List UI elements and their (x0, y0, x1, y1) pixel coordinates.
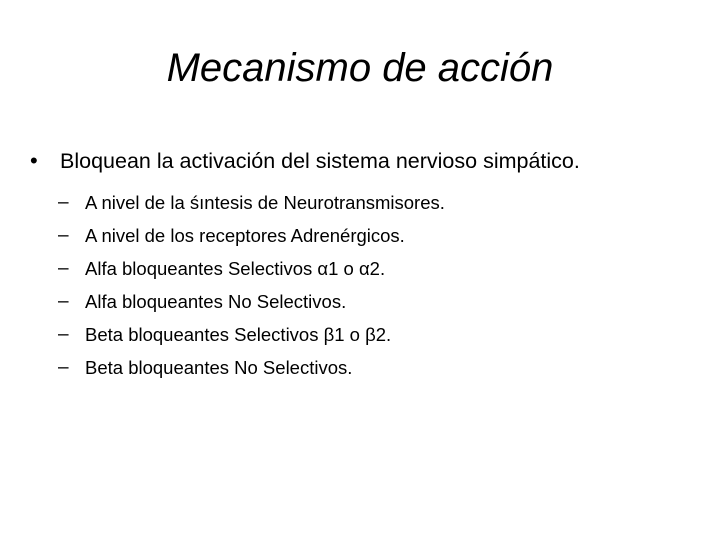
dash-icon: – (58, 258, 69, 279)
dash-icon: – (58, 357, 69, 378)
dash-icon: – (58, 192, 69, 213)
sub-bullet-text: Beta bloqueantes No Selectivos. (85, 357, 353, 378)
sub-bullet-text: Beta bloqueantes Selectivos β1 o β2. (85, 324, 392, 345)
sub-bullet-text: Alfa bloqueantes Selectivos α1 o α2. (85, 258, 386, 279)
dash-icon: – (58, 225, 69, 246)
sub-bullet-text: A nivel de los receptores Adrenérgicos. (85, 225, 405, 246)
sub-bullet-text: Alfa bloqueantes No Selectivos. (85, 291, 347, 312)
sub-bullet-item (58, 318, 445, 351)
sub-bullet-item (58, 285, 445, 318)
dash-icon: – (58, 324, 69, 345)
sub-bullet-item (58, 219, 445, 252)
main-bullet (30, 144, 580, 178)
sub-bullet-item (58, 186, 445, 219)
sub-bullet-list (58, 186, 445, 384)
slide-title: Mecanismo de acción (166, 46, 554, 90)
sub-bullet-text: A nivel de la śıntesis de Neurotransmisores. (85, 192, 445, 213)
dash-icon: – (58, 291, 69, 312)
sub-bullet-item (58, 252, 445, 285)
main-bullet-text: Bloquean la activación del sistema nervioso simpático. (60, 149, 580, 173)
bullet-icon: • (30, 148, 38, 173)
sub-bullet-item (58, 351, 445, 384)
